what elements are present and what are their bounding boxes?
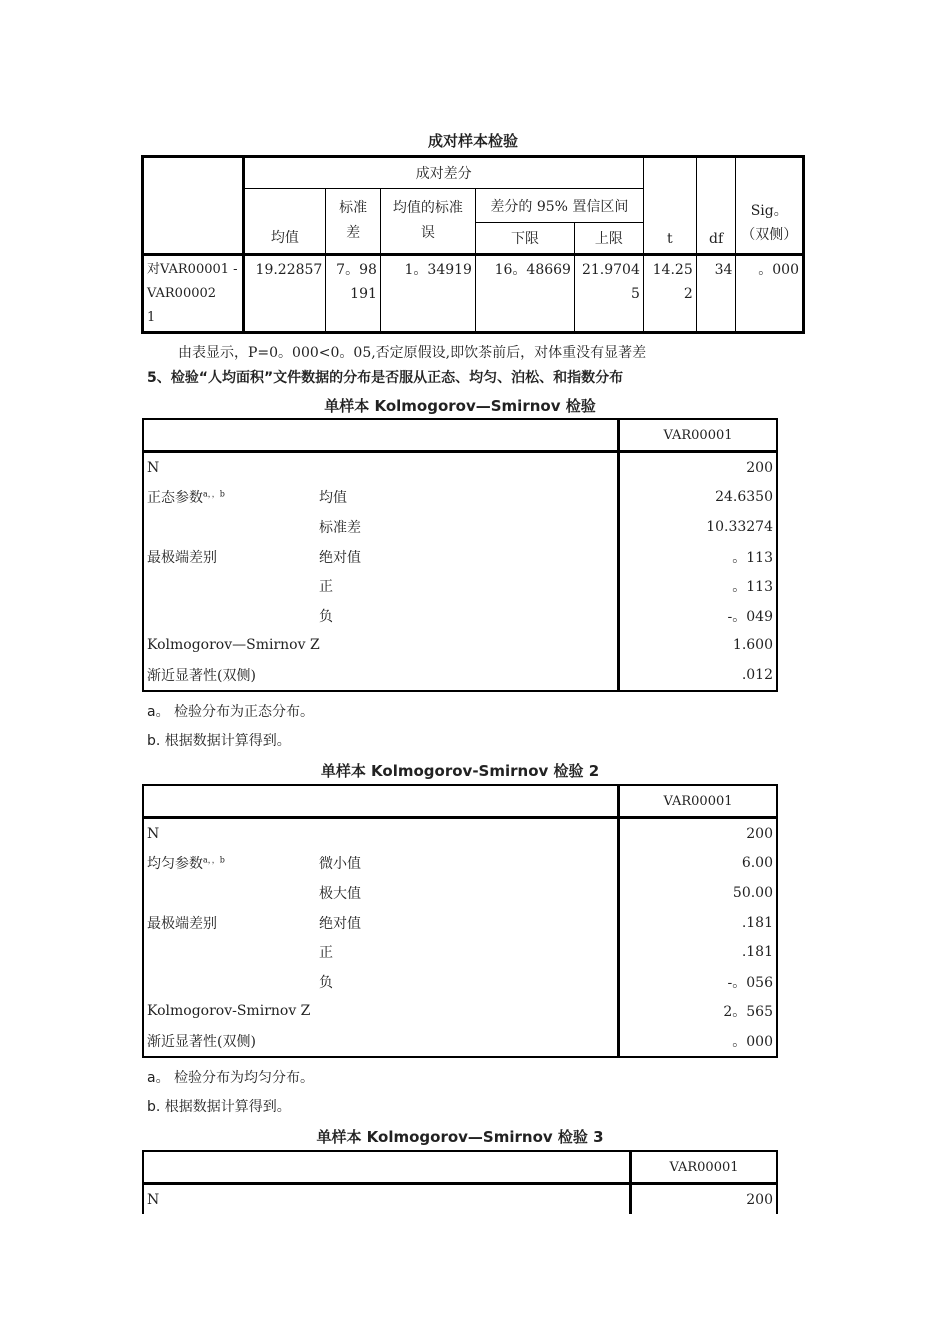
value-t — [643, 255, 696, 333]
header-paired-diff: 成对差分 — [243, 157, 643, 189]
ks1-sig: .012 — [741, 666, 773, 683]
ks2-param-text: 均匀参数 — [147, 856, 203, 873]
paired-samples-table — [141, 155, 805, 334]
paired-table-title: 成对样本检验 — [427, 132, 518, 150]
ks2-p2-label: 极大值 — [316, 878, 619, 908]
ks1-corner — [143, 419, 619, 452]
corner-cell — [143, 157, 244, 255]
header-mean: 均值 — [243, 189, 326, 255]
ks2-n-label: N — [143, 818, 619, 849]
value-df: 34 — [696, 255, 736, 333]
ks2-p1: 6.00 — [741, 855, 773, 872]
row-label-pair1 — [143, 255, 244, 333]
value-sd-line1: 7。98 — [336, 262, 377, 278]
ks2-p1-label: 微小值 — [316, 849, 619, 879]
header-t: t — [643, 157, 696, 255]
header-sd — [326, 189, 381, 255]
conclusion-text: 由表显示，P=0。000<0。05,否定原假设,即饮茶前后，对体重没有显著差 — [178, 345, 647, 361]
ks1-p1-label: 均值 — [316, 483, 619, 513]
ks2-neg-label: 负 — [316, 967, 619, 997]
ks2-note-b: b. 根据数据计算得到。 — [147, 1099, 291, 1115]
header-df: df — [696, 157, 736, 255]
ks1-p2: 10.33274 — [706, 518, 773, 535]
ks3-n-label: N — [143, 1184, 631, 1215]
value-sig: 。000 — [736, 255, 804, 333]
ks1-p2-label: 标准差 — [316, 512, 619, 542]
ks1-note-b: b. 根据数据计算得到。 — [147, 733, 291, 749]
value-sd-line2: 191 — [350, 286, 377, 302]
header-sd-line2: 差 — [346, 225, 361, 241]
ks1-note-a: a。 检验分布为正态分布。 — [147, 704, 315, 720]
ks1-abs-label: 绝对值 — [316, 542, 619, 572]
header-sig-line2: （双侧） — [741, 227, 798, 243]
ks2-sig-label: 渐近显著性(双侧) — [143, 1026, 619, 1057]
ks1-pos-label: 正 — [316, 571, 619, 601]
header-lower: 下限 — [475, 223, 574, 255]
ks2-col-header: VAR00001 — [619, 785, 778, 818]
header-sd-line1: 标准 — [339, 200, 368, 216]
ks2-ext-label: 最极端差别 — [147, 915, 217, 932]
ks1-title: 单样本 Kolmogorov—Smirnov 检验 — [324, 397, 596, 415]
value-sd — [326, 255, 381, 333]
ks1-table — [142, 418, 778, 692]
value-lower: 16。48669 — [475, 255, 574, 333]
ks1-ext-label: 最极端差别 — [147, 549, 217, 566]
ks2-pos-label: 正 — [316, 937, 619, 967]
ks2-corner — [143, 785, 619, 818]
value-t-line1: 14.25 — [652, 262, 693, 278]
ks1-n-label: N — [143, 452, 619, 483]
value-t-line2: 2 — [683, 286, 693, 302]
value-upper-line2: 5 — [630, 286, 640, 302]
ks1-z: 1.600 — [732, 637, 773, 654]
value-upper — [574, 255, 643, 333]
pair-label: 对VAR00001 -VAR00002 — [147, 262, 238, 301]
header-upper: 上限 — [574, 223, 643, 255]
ks2-z-label: Kolmogorov-Smirnov Z — [143, 997, 619, 1027]
ks1-param-text: 正态参数 — [147, 490, 203, 507]
header-sig-line1: Sig。 — [750, 203, 788, 219]
ks2-sig: 。000 — [732, 1033, 773, 1050]
value-se: 1。34919 — [380, 255, 475, 333]
header-se-line2: 误 — [420, 225, 435, 241]
ks2-param-label — [143, 849, 316, 879]
ks3-col-header: VAR00001 — [631, 1151, 778, 1184]
value-upper-line1: 21.9704 — [581, 262, 640, 278]
ks2-table — [142, 784, 778, 1058]
ks2-note-a: a。 检验分布为均匀分布。 — [147, 1070, 315, 1086]
ks1-z-label: Kolmogorov—Smirnov Z — [143, 631, 619, 661]
ks1-param-label — [143, 483, 316, 513]
ks1-neg: -。049 — [727, 608, 773, 625]
ks1-neg-label: 负 — [316, 601, 619, 631]
ks1-param-sup: a，，b — [203, 489, 225, 499]
ks2-n: 200 — [746, 825, 773, 842]
ks2-z: 2。565 — [723, 1004, 773, 1021]
ks3-clip — [142, 1150, 778, 1214]
ks2-param-sup: a，，b — [203, 855, 225, 865]
ks1-pos: 。113 — [732, 579, 773, 596]
ks3-corner — [143, 1151, 631, 1184]
header-sig — [736, 157, 804, 255]
ks2-abs: .181 — [741, 914, 773, 931]
ks2-title: 单样本 Kolmogorov-Smirnov 检验 2 — [320, 762, 600, 780]
ks2-abs-label: 绝对值 — [316, 908, 619, 938]
ks3-title: 单样本 Kolmogorov—Smirnov 检验 3 — [316, 1128, 604, 1146]
value-mean: 19.22857 — [243, 255, 326, 333]
ks1-p1: 24.6350 — [715, 489, 773, 506]
section-heading-5: 5、检验“人均面积”文件数据的分布是否服从正态、均匀、泊松、和指数分布 — [147, 370, 624, 386]
ks1-n: 200 — [746, 459, 773, 476]
ks1-col-header: VAR00001 — [619, 419, 778, 452]
ks2-p2: 50.00 — [732, 884, 773, 901]
ks2-pos: .181 — [741, 944, 773, 961]
header-ci: 差分的 95% 置信区间 — [475, 189, 643, 223]
header-se-line1: 均值的标准 — [392, 200, 463, 216]
ks3-n: 200 — [746, 1191, 773, 1208]
ks3-table — [142, 1150, 778, 1214]
ks2-neg: -。056 — [727, 974, 773, 991]
ks1-sig-label: 渐近显著性(双侧) — [143, 660, 619, 691]
ks1-abs: 。113 — [732, 549, 773, 566]
pair-number: 1 — [147, 310, 156, 325]
header-se — [380, 189, 475, 255]
